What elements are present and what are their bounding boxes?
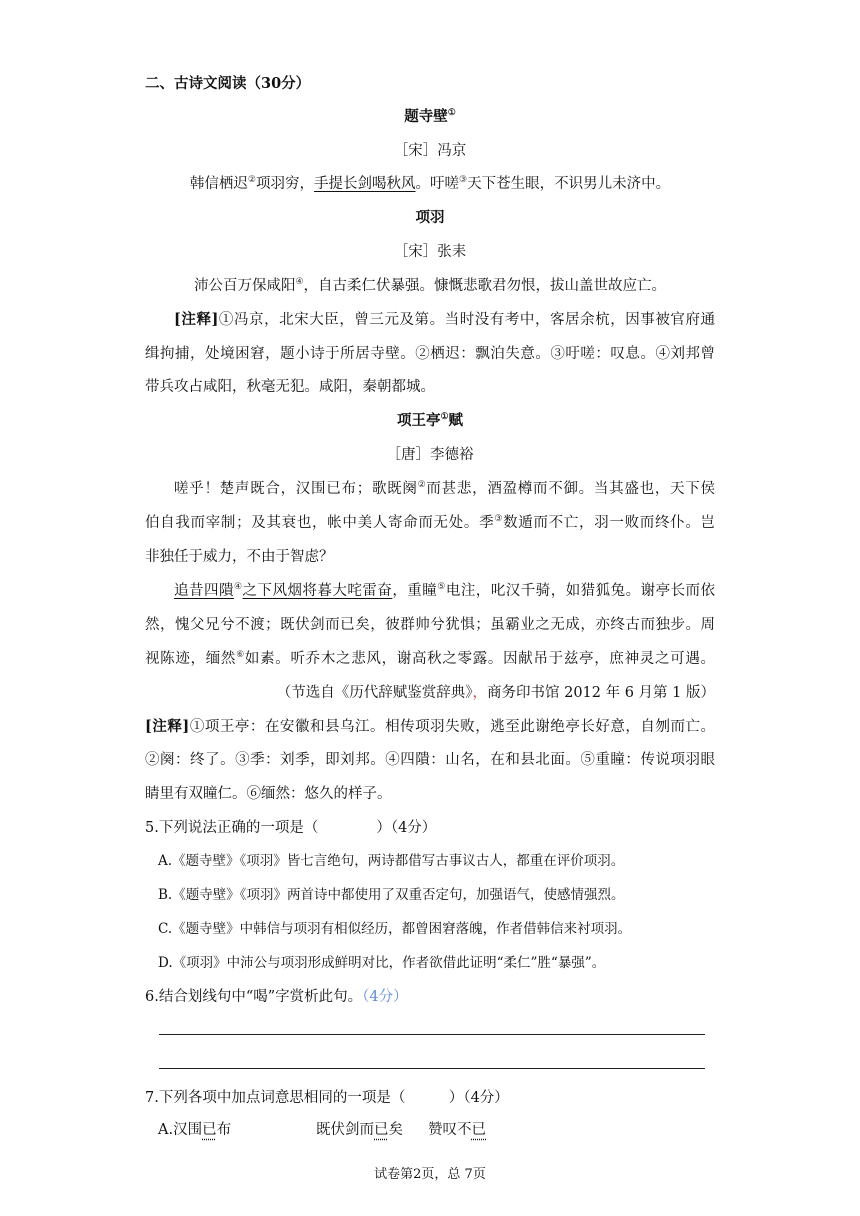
dotted-word: 已	[202, 1122, 217, 1138]
fu-paragraph: 视陈迹，缅然⑥如素。听乔木之悲风，谢高秋之零露。因献吊于兹亭，庶神灵之可遇。	[145, 650, 716, 667]
dotted-word: 已	[471, 1122, 486, 1138]
footnote-marker: ④	[233, 582, 243, 592]
poem-author: ［宋］张耒	[393, 244, 467, 260]
underlined-sentence: 之下风烟将暮大咤雷奋	[242, 583, 393, 599]
poem-author: ［宋］冯京	[393, 143, 467, 159]
footnote-marker: ⑤	[437, 582, 446, 592]
poem-text: 韩信栖迟②项羽穷，手提长剑喝秋风。吁嗟③天下苍生眼，不识男儿未济中。	[189, 175, 671, 192]
fu-paragraph: 非独任于威力，不由于智虑？	[145, 549, 334, 565]
poem-title: 项羽	[415, 209, 445, 226]
underlined-sentence: 手提长剑喝秋风	[314, 176, 416, 192]
fu-author: ［唐］李德裕	[386, 447, 474, 463]
fu-paragraph: 追昔四隤④之下风烟将暮大咤雷奋，重瞳⑤电注，叱汉千骑，如猎狐兔。谢亭长而依	[174, 582, 716, 599]
question-7-option-a: A.汉围已布 既伏剑而已矣 赞叹不已	[158, 1122, 486, 1138]
notes-paragraph: 缉拘捕，处境困窘，题小诗于所居寺壁。②栖迟：飘泊失意。③吁嗟：叹息。④刘邦曾	[145, 346, 715, 362]
question-5-stem: 5.下列说法正确的一项是（ ）（4分）	[145, 820, 437, 836]
footnote-marker: ①	[447, 108, 456, 118]
question-5-option-b: B.《题寺壁》《项羽》两首诗中都使用了双重否定句，加强语气，使感情强烈。	[158, 887, 625, 903]
source-citation: （节选自《历代辞赋鉴赏辞典》，商务印书馆 2012 年 6 月第 1 版）	[276, 685, 715, 701]
fu-paragraph: 伯自我而宰制；及其衰也，帐中美人寄命而无处。季③数遁而不亡，羽一败而终仆。岂	[145, 514, 716, 531]
notes-paragraph: 睛里有双瞳仁。⑥缅然：悠久的样子。	[145, 786, 392, 802]
footnote-marker: ③	[459, 175, 468, 185]
notes-paragraph: [注释]①项王亭：在安徽和县乌江。相传项羽失败，逃至此谢绝亭长好意，自刎而亡。	[145, 718, 715, 735]
underlined-sentence: 追昔四隤	[174, 583, 234, 599]
section-heading: 二、古诗文阅读（30分）	[145, 75, 311, 92]
dotted-word: 已	[374, 1122, 389, 1138]
poem-title: 题寺壁①	[404, 108, 456, 125]
score-label: （4分）	[362, 989, 408, 1005]
answer-line[interactable]	[159, 1034, 705, 1035]
fu-paragraph: 然，愧父兄兮不渡；既伏剑而已矣，彼群帅兮犹惧；虽霸业之无成，亦终古而独步。周	[145, 617, 715, 633]
footnote-marker: ③	[494, 514, 504, 524]
footnote-marker: ②	[247, 175, 256, 185]
notes-paragraph: ②阕：终了。③季：刘季，即刘邦。④四隤：山名，在和县北面。⑤重瞳：传说项羽眼	[145, 752, 715, 768]
fu-paragraph: 嗟乎！楚声既合，汉围已布；歌既阕②而甚悲，酒盈樽而不御。当其盛也，天下侯	[174, 480, 715, 497]
question-7-stem: 7.下列各项中加点词意思相同的一项是（ ）（4分）	[145, 1090, 509, 1106]
notes-paragraph: 带兵攻占咸阳，秋毫无犯。咸阳，秦朝都城。	[145, 379, 435, 395]
footnote-marker: ⑥	[236, 650, 245, 660]
notes-paragraph: [注释]①冯京，北宋大臣，曾三元及第。当时没有考中，客居余杭，因事被官府通	[174, 311, 715, 328]
footnote-marker: ④	[295, 277, 304, 287]
question-5-option-d: D.《项羽》中沛公与项羽形成鲜明对比，作者欲借此证明“柔仁”胜“暴强”。	[158, 955, 606, 971]
question-5-option-a: A.《题寺壁》《项羽》皆七言绝句，两诗都借写古事议古人，都重在评价项羽。	[158, 853, 625, 869]
poem-text: 沛公百万保咸阳④，自古柔仁伏暴强。慷慨悲歌君勿恨，拔山盖世故应亡。	[193, 277, 667, 294]
page-footer: 试卷第2页，总 7页	[374, 1167, 486, 1182]
question-6-stem: 6.结合划线句中“喝”字赏析此句。（4分）	[145, 989, 408, 1005]
footnote-marker: ①	[440, 412, 449, 422]
fu-title: 项王亭①赋	[396, 412, 464, 429]
question-5-option-c: C.《题寺壁》中韩信与项羽有相似经历，都曾困窘落魄，作者借韩信来衬项羽。	[158, 921, 632, 937]
footnote-marker: ②	[417, 480, 427, 490]
answer-line[interactable]	[159, 1068, 705, 1069]
